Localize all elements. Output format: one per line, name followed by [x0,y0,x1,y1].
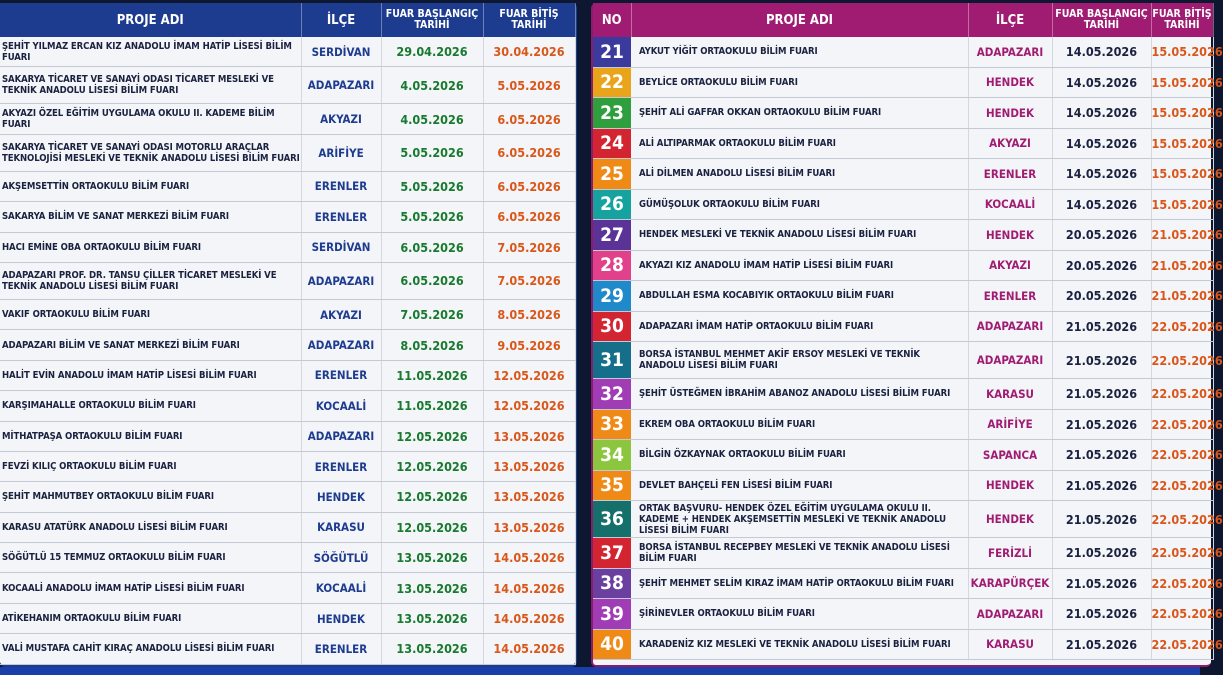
table-row [593,281,1213,312]
end-date-cell: 15.05.2026 [1151,67,1213,98]
district-cell: AKYAZI [301,299,381,329]
end-date-cell: 13.05.2026 [483,421,575,451]
project-name-cell: FEVZİ KILIÇ ORTAOKULU BİLİM FUARI [0,451,301,481]
end-date-cell: 15.05.2026 [1151,128,1213,159]
table-row [593,501,1213,538]
project-name-cell: ABDULLAH ESMA KOCABIYIK ORTAOKULU BİLİM FUARI [631,281,968,312]
district-cell: SÖĞÜTLÜ [301,543,381,573]
project-name-cell: ALİ DİLMEN ANADOLU LİSESİ BİLİM FUARI [631,159,968,190]
project-name-cell: BORSA İSTANBUL RECEPBEY MESLEKİ VE TEKNİK ANADOLU LİSESİ BİLİM FUARI [631,538,968,569]
table-row [0,330,575,360]
district-cell: ARİFİYE [968,409,1052,440]
project-name-cell: ŞEHİT ALİ GAFFAR OKKAN ORTAOKULU BİLİM FUARI [631,98,968,129]
table-row [593,250,1213,281]
row-number-badge: 25 [593,159,631,190]
end-date-cell: 22.05.2026 [1151,440,1213,471]
district-cell: HENDEK [301,603,381,633]
project-name-cell: AKŞEMSETTİN ORTAOKULU BİLİM FUARI [0,171,301,201]
start-date-cell: 14.05.2026 [1052,189,1151,220]
table-row [593,538,1213,569]
right-schedule-panel [591,3,1223,667]
start-date-cell: 21.05.2026 [1052,311,1151,342]
end-date-cell: 15.05.2026 [1151,189,1213,220]
end-date-cell: 7.05.2026 [483,262,575,299]
start-date-cell: 8.05.2026 [381,330,483,360]
end-date-cell: 6.05.2026 [483,134,575,171]
row-number-badge: 34 [593,440,631,471]
end-date-cell: 15.05.2026 [1151,159,1213,190]
table-row [593,128,1213,159]
project-name-cell: SAKARYA TİCARET VE SANAYİ ODASI TİCARET MESLEKİ VE TEKNİK ANADOLU LİSESİ BİLİM FUARI [0,67,301,104]
table-row [593,98,1213,129]
table-row [0,37,575,67]
table-row [593,440,1213,471]
project-name-cell: AKYAZI KIZ ANADOLU İMAM HATİP LİSESİ BİLİM FUARI [631,250,968,281]
row-number-badge: 24 [593,128,631,159]
start-date-cell: 11.05.2026 [381,391,483,421]
end-date-cell: 6.05.2026 [483,171,575,201]
header-project-name: PROJE ADI [631,3,968,37]
left-table-body [0,37,575,664]
project-name-cell: VALİ MUSTAFA CAHİT KIRAÇ ANADOLU LİSESİ BİLİM FUARI [0,634,301,664]
table-row [593,470,1213,501]
left-header-row [0,3,575,37]
start-date-cell: 14.05.2026 [1052,67,1151,98]
right-schedule-table [593,3,1223,660]
table-row [0,482,575,512]
start-date-cell: 4.05.2026 [381,67,483,104]
district-cell: ERENLER [301,360,381,390]
header-start-date: FUAR BAŞLANGIÇ TARİHİ [381,3,483,37]
start-date-cell: 12.05.2026 [381,451,483,481]
district-cell: AKYAZI [968,250,1052,281]
table-row [0,299,575,329]
project-name-cell: ŞİRİNEVLER ORTAOKULU BİLİM FUARI [631,599,968,630]
table-row [0,104,575,134]
end-date-cell: 22.05.2026 [1151,409,1213,440]
end-date-cell: 13.05.2026 [483,482,575,512]
start-date-cell: 20.05.2026 [1052,281,1151,312]
row-number-badge: 28 [593,250,631,281]
row-number-badge: 21 [593,37,631,67]
district-cell: KOCAALİ [968,189,1052,220]
row-number-badge: 37 [593,538,631,569]
end-date-cell: 22.05.2026 [1151,342,1213,379]
project-name-cell: ADAPAZARI PROF. DR. TANSU ÇİLLER TİCARET MESLEKİ VE TEKNİK ANADOLU LİSESİ BİLİM FUARI [0,262,301,299]
project-name-cell: AKYAZI ÖZEL EĞİTİM UYGULAMA OKULU II. KADEME BİLİM FUARI [0,104,301,134]
project-name-cell: KARŞIMAHALLE ORTAOKULU BİLİM FUARI [0,391,301,421]
start-date-cell: 5.05.2026 [381,171,483,201]
table-row [593,67,1213,98]
table-row [0,512,575,542]
row-number-badge: 27 [593,220,631,251]
end-date-cell: 13.05.2026 [483,512,575,542]
left-schedule-panel [0,3,577,667]
start-date-cell: 21.05.2026 [1052,342,1151,379]
table-row [0,134,575,171]
end-date-cell: 6.05.2026 [483,202,575,232]
end-date-cell: 5.05.2026 [483,67,575,104]
district-cell: HENDEK [968,67,1052,98]
table-row [0,67,575,104]
row-number-badge: 39 [593,599,631,630]
district-cell: KARASU [968,629,1052,660]
project-name-cell: ŞEHİT MEHMET SELİM KIRAZ İMAM HATİP ORTAOKULU BİLİM FUARI [631,568,968,599]
district-cell: AKYAZI [301,104,381,134]
start-date-cell: 5.05.2026 [381,134,483,171]
project-name-cell: VAKIF ORTAOKULU BİLİM FUARI [0,299,301,329]
district-cell: SERDİVAN [301,37,381,67]
table-row [0,603,575,633]
table-row [0,573,575,603]
start-date-cell: 6.05.2026 [381,262,483,299]
district-cell: KOCAALİ [301,391,381,421]
end-date-cell: 12.05.2026 [483,360,575,390]
table-row [0,202,575,232]
start-date-cell: 7.05.2026 [381,299,483,329]
table-row [593,599,1213,630]
district-cell: ADAPAZARI [301,421,381,451]
end-date-cell: 6.05.2026 [483,104,575,134]
district-cell: ADAPAZARI [301,67,381,104]
district-cell: KARASU [968,379,1052,410]
project-name-cell: KOCAALİ ANADOLU İMAM HATİP LİSESİ BİLİM FUARI [0,573,301,603]
row-number-badge: 35 [593,470,631,501]
row-number-badge: 40 [593,629,631,660]
row-number-badge: 30 [593,311,631,342]
project-name-cell: KARASU ATATÜRK ANADOLU LİSESİ BİLİM FUARI [0,512,301,542]
table-row [593,568,1213,599]
project-name-cell: ATİKEHANIM ORTAOKULU BİLİM FUARI [0,603,301,633]
start-date-cell: 29.04.2026 [381,37,483,67]
row-number-badge: 32 [593,379,631,410]
end-date-cell: 14.05.2026 [483,603,575,633]
start-date-cell: 12.05.2026 [381,482,483,512]
start-date-cell: 21.05.2026 [1052,501,1151,538]
end-date-cell: 9.05.2026 [483,330,575,360]
start-date-cell: 13.05.2026 [381,634,483,664]
row-number-badge: 36 [593,501,631,538]
header-no: NO [593,3,631,37]
header-end-date: FUAR BİTİŞ TARİHİ [483,3,575,37]
table-row [593,159,1213,190]
project-name-cell: AYKUT YİĞİT ORTAOKULU BİLİM FUARI [631,37,968,67]
end-date-cell: 12.05.2026 [483,391,575,421]
end-date-cell: 14.05.2026 [483,543,575,573]
start-date-cell: 6.05.2026 [381,232,483,262]
start-date-cell: 21.05.2026 [1052,599,1151,630]
header-end-date: FUAR BİTİŞ TARİHİ [1151,3,1213,37]
header-project-name: PROJE ADI [0,3,301,37]
row-number-badge: 38 [593,568,631,599]
end-date-cell: 22.05.2026 [1151,311,1213,342]
end-date-cell: 21.05.2026 [1151,220,1213,251]
start-date-cell: 21.05.2026 [1052,568,1151,599]
bottom-accent-bar [0,667,1200,675]
end-date-cell: 22.05.2026 [1151,568,1213,599]
district-cell: KARASU [301,512,381,542]
district-cell: ADAPAZARI [301,330,381,360]
right-table-body [593,37,1223,660]
project-name-cell: SAKARYA BİLİM VE SANAT MERKEZİ BİLİM FUARI [0,202,301,232]
project-name-cell: EKREM OBA ORTAOKULU BİLİM FUARI [631,409,968,440]
district-cell: ERENLER [301,451,381,481]
district-cell: SAPANCA [968,440,1052,471]
district-cell: AKYAZI [968,128,1052,159]
table-row [0,232,575,262]
start-date-cell: 21.05.2026 [1052,538,1151,569]
district-cell: ARİFİYE [301,134,381,171]
project-name-cell: BORSA İSTANBUL MEHMET AKİF ERSOY MESLEKİ VE TEKNİK ANADOLU LİSESİ BİLİM FUARI [631,342,968,379]
table-row [0,543,575,573]
table-row [593,629,1213,660]
table-row [0,360,575,390]
project-name-cell: BEYLİCE ORTAOKULU BİLİM FUARI [631,67,968,98]
start-date-cell: 13.05.2026 [381,543,483,573]
table-row [0,451,575,481]
table-row [593,409,1213,440]
district-cell: HENDEK [968,470,1052,501]
start-date-cell: 21.05.2026 [1052,379,1151,410]
right-header-row [593,3,1213,37]
table-row [0,421,575,451]
district-cell: ADAPAZARI [968,342,1052,379]
end-date-cell: 14.05.2026 [483,634,575,664]
start-date-cell: 13.05.2026 [381,573,483,603]
start-date-cell: 14.05.2026 [1052,128,1151,159]
end-date-cell: 22.05.2026 [1151,599,1213,630]
end-date-cell: 22.05.2026 [1151,379,1213,410]
start-date-cell: 12.05.2026 [381,512,483,542]
project-name-cell: GÜMÜŞOLUK ORTAOKULU BİLİM FUARI [631,189,968,220]
district-cell: HENDEK [968,220,1052,251]
table-row [0,634,575,664]
end-date-cell: 13.05.2026 [483,451,575,481]
start-date-cell: 4.05.2026 [381,104,483,134]
start-date-cell: 13.05.2026 [381,603,483,633]
project-name-cell: BİLGİN ÖZKAYNAK ORTAOKULU BİLİM FUARI [631,440,968,471]
start-date-cell: 14.05.2026 [1052,98,1151,129]
table-row [593,342,1213,379]
row-number-badge: 22 [593,67,631,98]
project-name-cell: SAKARYA TİCARET VE SANAYİ ODASI MOTORLU ARAÇLAR TEKNOLOJİSİ MESLEKİ VE TEKNİK ANADOLU LİSESİ BİLİM FUARI [0,134,301,171]
start-date-cell: 20.05.2026 [1052,220,1151,251]
district-cell: KARAPÜRÇEK [968,568,1052,599]
end-date-cell: 21.05.2026 [1151,250,1213,281]
district-cell: ERENLER [968,281,1052,312]
project-name-cell: ORTAK BAŞVURU- HENDEK ÖZEL EĞİTİM UYGULAMA OKULU II. KADEME + HENDEK AKŞEMSETTİN MESLEKİ VE TEKNİK ANADOLU LİSESİ BİLİM FUARI [631,501,968,538]
end-date-cell: 22.05.2026 [1151,470,1213,501]
start-date-cell: 20.05.2026 [1052,250,1151,281]
project-name-cell: SÖĞÜTLÜ 15 TEMMUZ ORTAOKULU BİLİM FUARI [0,543,301,573]
project-name-cell: MİTHATPAŞA ORTAOKULU BİLİM FUARI [0,421,301,451]
end-date-cell: 22.05.2026 [1151,501,1213,538]
row-number-badge: 26 [593,189,631,220]
end-date-cell: 15.05.2026 [1151,37,1213,67]
start-date-cell: 12.05.2026 [381,421,483,451]
start-date-cell: 21.05.2026 [1052,440,1151,471]
end-date-cell: 8.05.2026 [483,299,575,329]
start-date-cell: 21.05.2026 [1052,629,1151,660]
district-cell: ADAPAZARI [968,599,1052,630]
header-district: İLÇE [968,3,1052,37]
district-cell: HENDEK [968,98,1052,129]
district-cell: ADAPAZARI [968,311,1052,342]
project-name-cell: HENDEK MESLEKİ VE TEKNİK ANADOLU LİSESİ BİLİM FUARI [631,220,968,251]
end-date-cell: 7.05.2026 [483,232,575,262]
table-row [593,37,1213,67]
table-row [0,171,575,201]
project-name-cell: HALİT EVİN ANADOLU İMAM HATİP LİSESİ BİLİM FUARI [0,360,301,390]
project-name-cell: HACI EMİNE OBA ORTAOKULU BİLİM FUARI [0,232,301,262]
project-name-cell: ŞEHİT YILMAZ ERCAN KIZ ANADOLU İMAM HATİP LİSESİ BİLİM FUARI [0,37,301,67]
end-date-cell: 30.04.2026 [483,37,575,67]
district-cell: ERENLER [968,159,1052,190]
end-date-cell: 22.05.2026 [1151,629,1213,660]
row-number-badge: 29 [593,281,631,312]
row-number-badge: 31 [593,342,631,379]
table-row [593,311,1213,342]
table-row [593,379,1213,410]
district-cell: FERİZLİ [968,538,1052,569]
project-name-cell: ŞEHİT ÜSTEĞMEN İBRAHİM ABANOZ ANADOLU LİSESİ BİLİM FUARI [631,379,968,410]
end-date-cell: 15.05.2026 [1151,98,1213,129]
header-start-date: FUAR BAŞLANGIÇ TARİHİ [1052,3,1151,37]
district-cell: ERENLER [301,202,381,232]
end-date-cell: 21.05.2026 [1151,281,1213,312]
start-date-cell: 14.05.2026 [1052,159,1151,190]
district-cell: ADAPAZARI [968,37,1052,67]
start-date-cell: 21.05.2026 [1052,470,1151,501]
start-date-cell: 21.05.2026 [1052,409,1151,440]
district-cell: ADAPAZARI [301,262,381,299]
header-district: İLÇE [301,3,381,37]
district-cell: HENDEK [301,482,381,512]
table-row [593,220,1213,251]
project-name-cell: KARADENİZ KIZ MESLEKİ VE TEKNİK ANADOLU LİSESİ BİLİM FUARI [631,629,968,660]
district-cell: HENDEK [968,501,1052,538]
row-number-badge: 33 [593,409,631,440]
project-name-cell: ŞEHİT MAHMUTBEY ORTAOKULU BİLİM FUARI [0,482,301,512]
row-number-badge: 23 [593,98,631,129]
end-date-cell: 22.05.2026 [1151,538,1213,569]
district-cell: ERENLER [301,171,381,201]
left-schedule-table [0,3,576,665]
end-date-cell: 14.05.2026 [483,573,575,603]
start-date-cell: 14.05.2026 [1052,37,1151,67]
project-name-cell: ADAPAZARI İMAM HATİP ORTAOKULU BİLİM FUARI [631,311,968,342]
project-name-cell: ADAPAZARI BİLİM VE SANAT MERKEZİ BİLİM FUARI [0,330,301,360]
project-name-cell: ALİ ALTIPARMAK ORTAOKULU BİLİM FUARI [631,128,968,159]
project-name-cell: DEVLET BAHÇELİ FEN LİSESİ BİLİM FUARI [631,470,968,501]
start-date-cell: 11.05.2026 [381,360,483,390]
table-row [593,189,1213,220]
district-cell: KOCAALİ [301,573,381,603]
table-row [0,262,575,299]
start-date-cell: 5.05.2026 [381,202,483,232]
table-row [0,391,575,421]
district-cell: SERDİVAN [301,232,381,262]
district-cell: ERENLER [301,634,381,664]
